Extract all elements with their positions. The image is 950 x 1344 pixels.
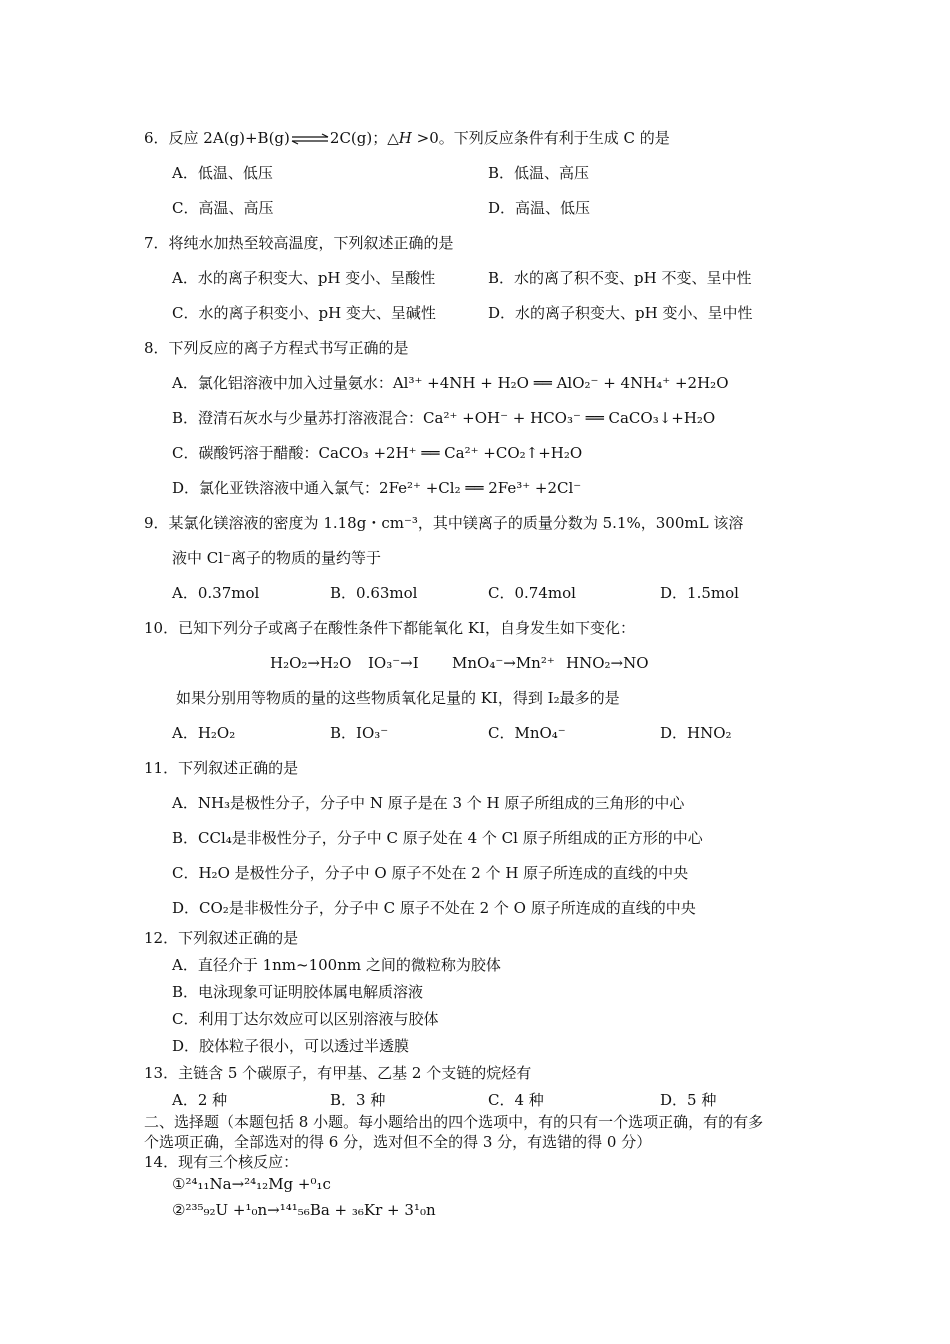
q13-stem: 13．主链含 5 个碳原子，有甲基、乙基 2 个支链的烷烃有 [144, 1064, 532, 1082]
q9-option-b: B．0.63mol [330, 584, 418, 602]
q8-option-c: C．碳酸钙溶于醋酸：CaCO₃ +2H⁺ ══ Ca²⁺ +CO₂↑+H₂O [172, 444, 583, 462]
q7-option-c: C．水的离子积变小、pH 变大、呈碱性 [172, 304, 436, 322]
q8-stem: 8．下列反应的离子方程式书写正确的是 [144, 339, 409, 357]
q11-option-a: A．NH₃是极性分子，分子中 N 原子是在 3 个 H 原子所组成的三角形的中心 [172, 794, 685, 812]
q11-option-c: C．H₂O 是极性分子，分子中 O 原子不处在 2 个 H 原子所连成的直线的中央 [172, 864, 689, 882]
q9-stem-line2: 液中 Cl⁻离子的物质的量约等于 [172, 549, 381, 567]
q9-option-d: D．1.5mol [660, 584, 739, 602]
q10-stem: 10．已知下列分子或离子在酸性条件下都能氧化 KI，自身发生如下变化： [144, 619, 635, 637]
q13-option-a: A．2 种 [172, 1091, 228, 1109]
q13-option-b: B．3 种 [330, 1091, 386, 1109]
q10-option-b: B．IO₃⁻ [330, 724, 389, 742]
q10-change-4: HNO₂→NO [566, 654, 649, 672]
q9-option-a: A．0.37mol [172, 584, 260, 602]
q14-stem: 14．现有三个核反应： [144, 1153, 299, 1171]
q10-change-1: H₂O₂→H₂O [270, 654, 352, 672]
q10-change-2: IO₃⁻→I [368, 654, 419, 672]
q10-option-a: A．H₂O₂ [172, 724, 236, 742]
q6-option-a: A．低温、低压 [172, 164, 273, 182]
section2-heading-line2: 个选项正确，全部选对的得 6 分，选对但不全的得 3 分，有选错的得 0 分） [144, 1133, 652, 1151]
q10-option-c: C．MnO₄⁻ [488, 724, 566, 742]
q9-option-c: C．0.74mol [488, 584, 576, 602]
q8-option-a: A．氯化铝溶液中加入过量氨水：Al³⁺ +4NH + H₂O ══ AlO₂⁻ + 4NH₄⁺ +2H₂O [172, 374, 729, 392]
q7-option-d: D．水的离子积变大、pH 变小、呈中性 [488, 304, 753, 322]
q7-stem: 7．将纯水加热至较高温度，下列叙述正确的是 [144, 234, 454, 252]
q7-option-b: B．水的离了积不变、pH 不变、呈中性 [488, 269, 752, 287]
q14-reaction-2: ②²³⁵₉₂U +¹₀n→¹⁴¹₅₆Ba + ₃₆Kr + 3¹₀n [172, 1201, 436, 1219]
q6-stem: 6．反应 2A(g)+B(g) 2C(g)；△H >0。下列反应条件有利于生成 C 的是 [144, 129, 670, 147]
q8-option-b: B．澄清石灰水与少量苏打溶液混合：Ca²⁺ +OH⁻ + HCO₃⁻ ══ CaCO₃↓+H₂O [172, 409, 716, 427]
q13-option-d: D．5 种 [660, 1091, 717, 1109]
q14-reaction-1: ①²⁴₁₁Na→²⁴₁₂Mg +⁰₁c [172, 1175, 331, 1193]
q11-option-b: B．CCl₄是非极性分子，分子中 C 原子处在 4 个 Cl 原子所组成的正方形的中心 [172, 829, 703, 847]
q12-option-b: B．电泳现象可证明胶体属电解质溶液 [172, 983, 424, 1001]
q11-stem: 11．下列叙述正确的是 [144, 759, 299, 777]
q12-stem: 12．下列叙述正确的是 [144, 929, 299, 947]
q13-option-c: C．4 种 [488, 1091, 544, 1109]
q8-option-d: D．氯化亚铁溶液中通入氯气：2Fe²⁺ +Cl₂ ══ 2Fe³⁺ +2Cl⁻ [172, 479, 582, 497]
q7-option-a: A．水的离子积变大、pH 变小、呈酸性 [172, 269, 436, 287]
q11-option-d: D．CO₂是非极性分子，分子中 C 原子不处在 2 个 O 原子所连成的直线的中央 [172, 899, 696, 917]
q6-option-b: B．低温、高压 [488, 164, 590, 182]
q12-option-c: C．利用丁达尔效应可以区别溶液与胶体 [172, 1010, 439, 1028]
q9-stem-line1: 9．某氯化镁溶液的密度为 1.18g・cm⁻³，其中镁离子的质量分数为 5.1%，300mL 该溶 [144, 514, 744, 532]
q6-option-c: C．高温、高压 [172, 199, 274, 217]
section2-heading-line1: 二、选择题（本题包括 8 小题。每小题给出的四个选项中，有的只有一个选项正确，有的有多 [144, 1113, 764, 1131]
equilibrium-arrow-icon [290, 133, 330, 145]
q6-option-d: D．高温、低压 [488, 199, 591, 217]
q10-stem-line2: 如果分别用等物质的量的这些物质氧化足量的 KI，得到 I₂最多的是 [176, 689, 620, 707]
q12-option-d: D．胶体粒子很小，可以透过半透膜 [172, 1037, 410, 1055]
q12-option-a: A．直径介于 1nm~100nm 之间的微粒称为胶体 [172, 956, 501, 974]
q10-option-d: D．HNO₂ [660, 724, 732, 742]
q10-change-3: MnO₄⁻→Mn²⁺ [452, 654, 555, 672]
